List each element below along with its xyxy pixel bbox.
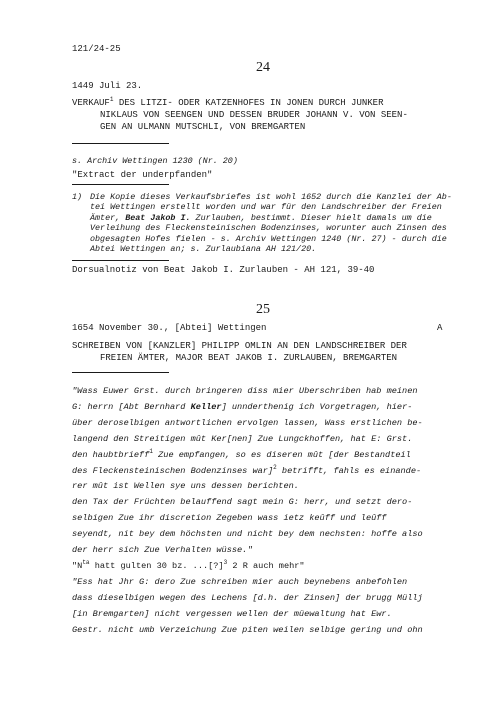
document-25-date: 1654 November 30., [Abtei] Wettingen [72, 323, 267, 333]
document-24-title-line-2: NIKLAUS VON SEENGEN UND DESSEN BRUDER JOHANN V. VON SEEN- [100, 110, 408, 120]
footnote-rule [72, 184, 169, 185]
document-25-title-line-1: SCHREIBEN VON [KANZLER] PHILIPP OMLIN AN DEN LANDSCHREIBER DER [72, 341, 407, 351]
document-25-title-line-2: FREIEN ÄMTER, MAJOR BEAT JAKOB I. ZURLAUBEN, BREMGARTEN [100, 353, 398, 363]
document-25-letter: A [437, 323, 443, 333]
document-24-date: 1449 Juli 23. [72, 81, 143, 91]
dorsal-rule [72, 260, 169, 261]
footnote-text: Die Kopie dieses Verkaufsbriefes ist wohl 1652 durch die Kanzlei der Ab- tei Wettingen erstellt worden und war für den Landschreiber der Freien Ämter, Beat Jakob I. Zurlauben, bestimmt. Dieser hielt damals um die Verleihung des Fleckensteinischen Bodenzinses, worunter auch Zinsen des obgesagten Hofes fielen - s. Archiv Wettingen 1240 (Nr. 27) - durch die Abtei Wettingen an; s. Zurlaubiana AH 121/20. [90, 192, 452, 255]
title-rule-25 [72, 372, 169, 373]
title-rule [72, 143, 169, 144]
footnote-number: 1) [72, 192, 83, 202]
document-24-quote: "Extract der underpfanden" [72, 170, 213, 180]
document-24-source: s. Archiv Wettingen 1230 (Nr. 20) [72, 156, 238, 166]
document-24-title-line-1: VERKAUF$^1$ DES LITZI- ODER KATZENHOFES IN JONEN DURCH JUNKER [72, 96, 384, 108]
archive-reference: 121/24-25 [72, 44, 121, 54]
document-25-body: "Wass Euwer Grst. durch bringeren diss mier Uberschriben hab meinen G: herrn [Abt Bernhard Keller] unndertheniɡ ich Vorgetragen, hier- über deroselbigen antwortlichen ervolgen lassen, Wass erstlichen be- langend den Streitigen mût Ker[nen] Zue Lungckhoffen, hat E: Grst. den haubtbrieff$^1$ Zue empfangen, so es diseren mût [der Bestandteil des Fleckensteinischen Bodenzinses war]$^2$ betrifft, fahls es einande- rer mût ist Wellen sye uns dessen berichten. den Tax der Früchten belauffend sagt mein G: herr, und setzt dero- selbigen Zue ihr discretion Zegeben wass ietz keûff und leûff seyendt, nit bey dem höchsten und nicht bey dem nechsten: hoffe also der herr sich Zue Verhalten wüsse." "$N^{ta}$ hatt gulten 30 bz. ...[?]$^3$ 2 R auch mehr" "Ess hat Jhr G: dero Zue schreiben mier auch beynebens anbefohlen dass dieselbigen wegen des Lechens [d.h. der Zinsen] der brugg Müllj [in Bremgarten] nicht vergessen wellen der müewaltung hat Ewr. Gestr. nicht umb Verzeichung Zue piten weilen selbige gering und ohn [72, 386, 423, 635]
document-24-title-line-3: GEN AN ULMANN MUTSCHLI, VON BREMGARTEN [100, 122, 306, 132]
dorsal-note: Dorsualnotiz von Beat Jakob I. Zurlauben - AH 121, 39-40 [72, 265, 375, 275]
document-number-25: 25 [256, 302, 270, 317]
document-number-24: 24 [256, 60, 270, 75]
